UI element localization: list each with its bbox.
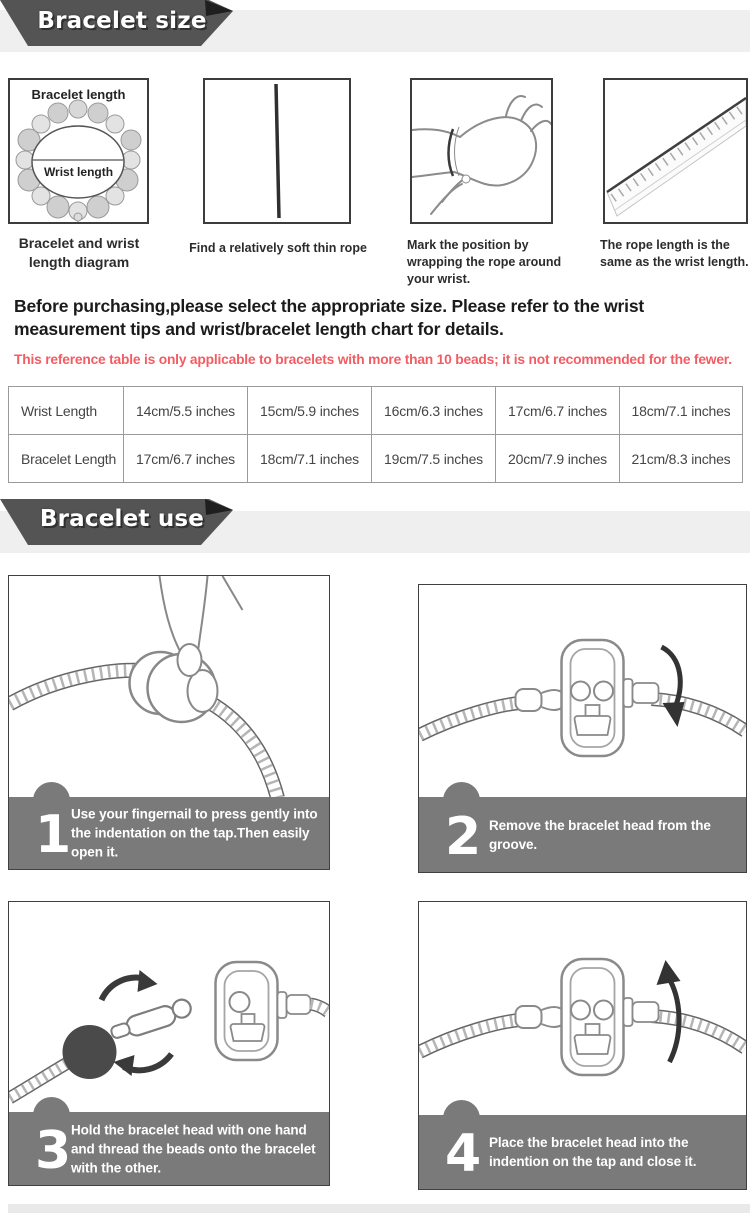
bracelet-size-ribbon bbox=[0, 0, 238, 47]
step-1-text: Use your fingernail to press gently into the indentation on the tap.Then easily open it. bbox=[71, 806, 318, 860]
step-4-panel bbox=[418, 901, 747, 1190]
table-cell: 14cm/5.5 inches bbox=[124, 387, 248, 435]
step-1-caption-band bbox=[9, 797, 329, 869]
caption-bracelet-diagram: Bracelet and wrist length diagram bbox=[18, 235, 140, 270]
caption-rope: Find a relatively soft thin rope bbox=[189, 241, 367, 255]
step-1-illustration bbox=[9, 576, 329, 798]
step-3-number: 3 bbox=[35, 1120, 72, 1181]
ruler-image bbox=[603, 78, 748, 224]
table-cell: 18cm/7.1 inches bbox=[620, 387, 743, 435]
step-3-text: Hold the bracelet head with one hand and thread the beads onto the bracelet with the other. bbox=[71, 1121, 316, 1176]
section-title-bracelet-size: Bracelet size bbox=[37, 8, 207, 34]
size-reference-note: This reference table is only applicable to bracelets with more than 10 beads; it is not recommended for the fewer. bbox=[14, 352, 732, 367]
table-cell: 20cm/7.9 inches bbox=[496, 435, 620, 483]
table-cell: 17cm/6.7 inches bbox=[124, 435, 248, 483]
size-table bbox=[8, 386, 743, 483]
row-header-wrist-length: Wrist Length bbox=[9, 387, 124, 435]
table-cell: 18cm/7.1 inches bbox=[248, 435, 372, 483]
bottom-divider-strip bbox=[8, 1204, 750, 1213]
step-4-text: Place the bracelet head into the indention on the tap and close it. bbox=[489, 1134, 697, 1169]
step-3-illustration bbox=[9, 902, 329, 1114]
row-header-bracelet-length: Bracelet Length bbox=[9, 435, 124, 483]
section-title-bracelet-use: Bracelet use bbox=[39, 506, 205, 532]
table-cell: 15cm/5.9 inches bbox=[248, 387, 372, 435]
caption-wrap-wrist: Mark the position by wrapping the rope around your wrist. bbox=[407, 238, 562, 286]
step-4-caption-band bbox=[419, 1115, 746, 1189]
label-wrist-length: Wrist length bbox=[43, 165, 114, 179]
table-row bbox=[9, 387, 743, 435]
rope-image bbox=[203, 78, 351, 224]
bracelet-use-ribbon bbox=[0, 499, 238, 546]
table-cell: 17cm/6.7 inches bbox=[496, 387, 620, 435]
table-row bbox=[9, 435, 743, 483]
step-2-illustration bbox=[419, 585, 746, 798]
size-intro-text: Before purchasing,please select the appropriate size. Please refer to the wrist measurement tips and wrist/bracelet length chart for details. bbox=[14, 296, 644, 339]
caption-ruler: The rope length is the same as the wrist length. bbox=[600, 238, 749, 269]
step-1-number: 1 bbox=[35, 805, 72, 866]
step-2-panel bbox=[418, 584, 747, 873]
step-3-panel bbox=[8, 901, 330, 1186]
table-cell: 19cm/7.5 inches bbox=[372, 435, 496, 483]
step-1-panel bbox=[8, 575, 330, 870]
label-bracelet-length: Bracelet length bbox=[31, 87, 126, 102]
table-cell: 16cm/6.3 inches bbox=[372, 387, 496, 435]
step-2-text: Remove the bracelet head from the groove. bbox=[489, 817, 711, 852]
bracelet-wrist-diagram-image bbox=[8, 78, 149, 224]
step-3-caption-band bbox=[9, 1112, 329, 1185]
step-2-caption-band bbox=[419, 797, 746, 872]
table-cell: 21cm/8.3 inches bbox=[620, 435, 743, 483]
step-2-number: 2 bbox=[445, 806, 482, 867]
wrap-wrist-image bbox=[410, 78, 553, 224]
step-4-number: 4 bbox=[445, 1124, 482, 1185]
step-4-illustration bbox=[419, 902, 746, 1117]
